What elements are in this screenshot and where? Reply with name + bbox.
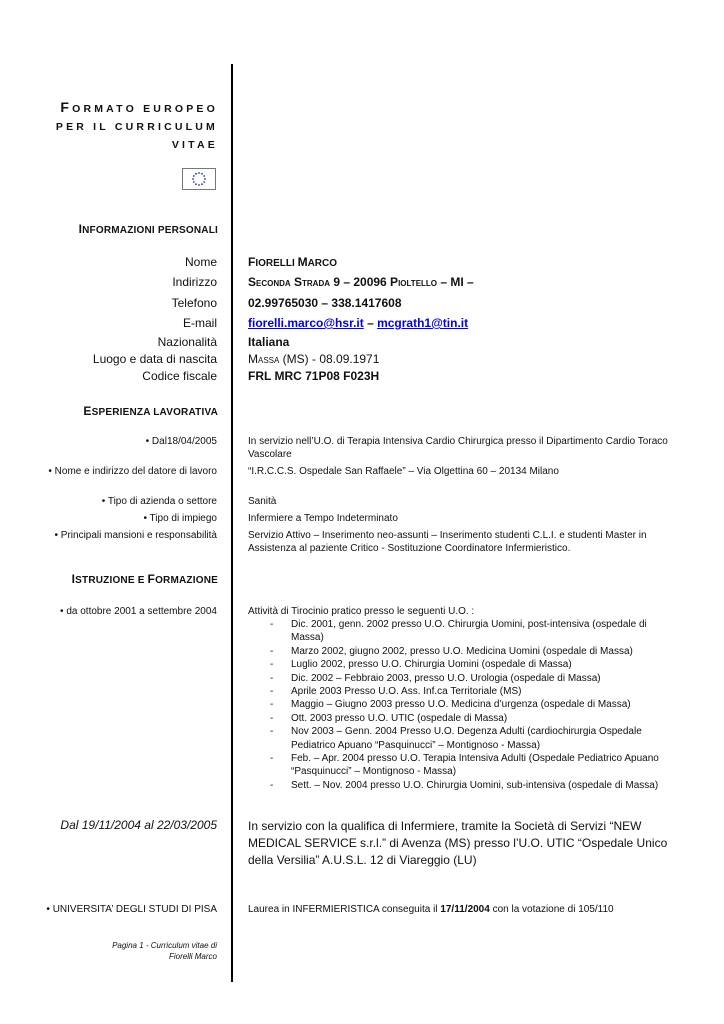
value-email bbox=[248, 316, 468, 330]
label-nome: Nome bbox=[184, 255, 217, 269]
list-item: - Dic. 2002 – Febbraio 2003, presso U.O. Urologia (ospedale di Massa) bbox=[248, 672, 680, 685]
value-nome: FIORELLI MARCO bbox=[248, 255, 338, 269]
tirocinio-intro: Attività di Tirocinio pratico presso le seguenti U.O. : bbox=[248, 606, 475, 617]
cv-title-line2: PER IL CURRICULUM bbox=[55, 121, 218, 133]
value-exp-date: In servizio nell’U.O. di Terapia Intensiva Cardio Chirurgica presso il Dipartimento Cardio Toraco Vascolare bbox=[248, 436, 668, 460]
value-period: In servizio con la qualifica di Infermiere, tramite la Società di Servizi “NEW MEDICAL SERVICE s.r.l.” di Avenza (MS) presso l’U.O. UTIC “Ospedale Unico della Versilia” A.U.S.L. 12 di Viareggio (LU) bbox=[248, 819, 668, 867]
label-email: E-mail bbox=[182, 316, 217, 330]
email-separator: – bbox=[363, 316, 378, 330]
page-footer bbox=[17, 940, 217, 962]
value-sector: Sanità bbox=[248, 496, 277, 507]
vertical-divider bbox=[231, 64, 233, 982]
list-item: - Nov 2003 – Genn. 2004 Presso U.O. Degenza Adulti (cardiochirurgia Ospedale Pediatrico Apuano “Pasquinucci” – Montignoso - Massa) bbox=[248, 725, 680, 752]
value-employer: “I.R.C.C.S. Ospedale San Raffaele” – Via Olgettina 60 – 20134 Milano bbox=[248, 466, 559, 477]
cv-title-line1: FORMATO EUROPEO bbox=[60, 99, 218, 115]
section-personal-info: INFORMAZIONI PERSONALI bbox=[78, 222, 218, 236]
cv-title-line3: VITAE bbox=[171, 139, 218, 151]
value-nazionalita: Italiana bbox=[248, 335, 290, 349]
email-link-2[interactable]: mcgrath1@tin.it bbox=[377, 316, 469, 330]
list-item: - Luglio 2002, presso U.O. Chirurgia Uomini (ospedale di Massa) bbox=[248, 658, 680, 671]
eu-flag-icon bbox=[182, 168, 216, 190]
footer-line2: Fiorelli Marco bbox=[168, 952, 217, 961]
list-item: - Maggio – Giugno 2003 presso U.O. Medicina d’urgenza (ospedale di Massa) bbox=[248, 698, 680, 711]
list-item: - Marzo 2002, giugno 2002, presso U.O. Medicina Uomini (ospedale di Massa) bbox=[248, 645, 680, 658]
label-tirocinio: • da ottobre 2001 a settembre 2004 bbox=[60, 606, 217, 617]
footer-line1: Pagina 1 - Curriculum vitae di bbox=[112, 941, 217, 950]
value-luogo-data: Massa (MS) - 08.09.1971 bbox=[248, 352, 380, 366]
tirocinio-list bbox=[248, 618, 680, 792]
label-job-type: • Tipo di impiego bbox=[143, 513, 217, 524]
label-nazionalita: Nazionalità bbox=[157, 335, 217, 349]
value-tirocinio bbox=[248, 605, 680, 792]
cv-title bbox=[40, 98, 218, 154]
value-duties: Servizio Attivo – Inserimento neo-assunti – Inserimento studenti C.L.I. e studenti Master in Assistenza al paziente Critico - Sostituzione Coordinatore Infermieristico. bbox=[248, 530, 647, 554]
list-item: - Aprile 2003 Presso U.O. Ass. Inf.ca Territoriale (MS) bbox=[248, 685, 680, 698]
value-indirizzo: Seconda Strada 9 – 20096 Pioltello – MI – bbox=[248, 275, 474, 289]
label-indirizzo: Indirizzo bbox=[172, 275, 217, 289]
value-telefono: 02.99765030 – 338.1417608 bbox=[248, 296, 402, 310]
value-codice-fiscale: FRL MRC 71P08 F023H bbox=[248, 369, 380, 383]
value-degree: Laurea in INFERMIERISTICA conseguita il 17/11/2004 con la votazione di 105/110 bbox=[248, 904, 614, 915]
list-item: - Ott. 2003 presso U.O. UTIC (ospedale di Massa) bbox=[248, 712, 680, 725]
list-item: - Sett. – Nov. 2004 presso U.O. Chirurgia Uomini, sub-intensiva (ospedale di Massa) bbox=[248, 779, 680, 792]
label-employer: • Nome e indirizzo del datore di lavoro bbox=[48, 466, 217, 477]
email-link-1[interactable]: fiorelli.marco@hsr.it bbox=[248, 316, 364, 330]
label-sector: • Tipo di azienda o settore bbox=[101, 496, 217, 507]
label-duties: • Principali mansioni e responsabilità bbox=[54, 530, 217, 541]
list-item: - Feb. – Apr. 2004 presso U.O. Terapia Intensiva Adulti (Ospedale Pediatrico Apuano “Pasquinucci” – Montignoso - Massa) bbox=[248, 752, 680, 779]
label-luogo-data: Luogo e data di nascita bbox=[92, 352, 217, 366]
section-work-experience: ESPERIENZA LAVORATIVA bbox=[83, 404, 218, 418]
section-education: ISTRUZIONE E FORMAZIONE bbox=[71, 572, 218, 586]
label-university: • UNIVERSITA’ DEGLI STUDI DI PISA bbox=[46, 904, 217, 915]
value-job-type: Infermiere a Tempo Indeterminato bbox=[248, 513, 398, 524]
label-exp-date: • Dal18/04/2005 bbox=[145, 436, 217, 447]
label-telefono: Telefono bbox=[171, 296, 217, 310]
label-codice-fiscale: Codice fiscale bbox=[142, 369, 217, 383]
label-period: Dal 19/11/2004 al 22/03/2005 bbox=[60, 818, 217, 832]
list-item: - Dic. 2001, genn. 2002 presso U.O. Chirurgia Uomini, post-intensiva (ospedale di Massa) bbox=[248, 618, 680, 645]
